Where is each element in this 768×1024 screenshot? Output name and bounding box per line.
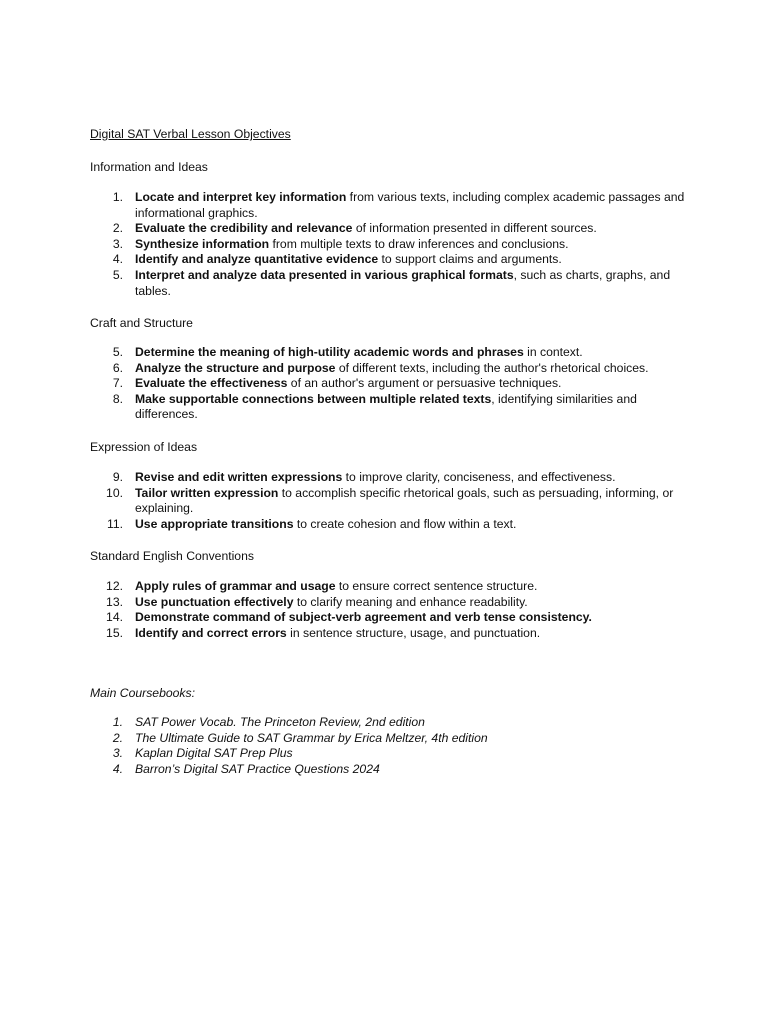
item-bold-text: Synthesize information bbox=[135, 236, 270, 251]
item-bold-text: Make supportable connections between multiple related texts bbox=[135, 391, 492, 406]
list-item bbox=[90, 610, 690, 626]
section-heading: Expression of Ideas bbox=[90, 440, 198, 454]
list-item bbox=[90, 268, 690, 299]
item-number: 12. bbox=[106, 579, 123, 593]
objective-list bbox=[90, 579, 690, 641]
item-bold-text: Interpret and analyze data presented in various graphical formats bbox=[135, 267, 514, 282]
item-text: The Ultimate Guide to SAT Grammar by Erica Meltzer, 4th edition bbox=[135, 730, 488, 745]
item-text: of different texts, including the author's rhetorical choices. bbox=[335, 360, 649, 375]
item-number: 14. bbox=[106, 610, 123, 625]
item-bold-text: Evaluate the effectiveness bbox=[135, 376, 288, 391]
item-bold-text: Apply rules of grammar and usage bbox=[135, 579, 336, 593]
item-bold-text: Demonstrate command of subject-verb agreement and verb tense consistency. bbox=[135, 610, 592, 625]
item-number: 5. bbox=[112, 345, 123, 359]
document-title: Digital SAT Verbal Lesson Objectives bbox=[90, 127, 291, 141]
item-text: to ensure correct sentence structure. bbox=[335, 579, 538, 593]
list-item bbox=[90, 392, 690, 423]
list-item bbox=[90, 190, 690, 221]
item-bold-text: Analyze the structure and purpose bbox=[135, 360, 336, 375]
item-number: 1. bbox=[112, 190, 123, 204]
item-number: 1. bbox=[112, 715, 123, 729]
item-number: 4. bbox=[112, 252, 123, 267]
list-item bbox=[90, 221, 690, 237]
item-bold-text: Identify and correct errors bbox=[135, 625, 287, 640]
item-text: to create cohesion and flow within a text. bbox=[293, 516, 517, 531]
item-bold-text: Revise and edit written expressions bbox=[135, 470, 343, 484]
item-number: 11. bbox=[106, 516, 123, 531]
item-number: 10. bbox=[106, 485, 123, 500]
item-text: to improve clarity, conciseness, and effectiveness. bbox=[342, 470, 616, 484]
item-text: of an author's argument or persuasive techniques. bbox=[287, 376, 562, 391]
item-text: from multiple texts to draw inferences and conclusions. bbox=[269, 236, 569, 251]
section-heading: Standard English Conventions bbox=[90, 549, 254, 563]
item-text: , identifying similarities and differences. bbox=[135, 391, 637, 422]
list-item bbox=[90, 361, 690, 377]
item-text: to support claims and arguments. bbox=[378, 252, 562, 267]
item-text: SAT Power Vocab. The Princeton Review, 2nd edition bbox=[135, 715, 425, 729]
item-text: from various texts, including complex academic passages and informational graphics. bbox=[135, 190, 685, 220]
list-item bbox=[90, 626, 690, 642]
item-text: in sentence structure, usage, and punctuation. bbox=[286, 625, 541, 640]
item-number: 4. bbox=[112, 761, 123, 776]
list-item bbox=[90, 731, 690, 747]
item-number: 8. bbox=[112, 391, 123, 406]
item-number: 5. bbox=[112, 267, 123, 282]
list-item bbox=[90, 237, 690, 253]
section-heading: Information and Ideas bbox=[90, 160, 208, 174]
item-text: , such as charts, graphs, and tables. bbox=[135, 267, 671, 298]
item-bold-text: Evaluate the credibility and relevance bbox=[135, 221, 353, 236]
item-number: 2. bbox=[112, 730, 123, 745]
list-item bbox=[90, 517, 690, 533]
item-text: Kaplan Digital SAT Prep Plus bbox=[135, 746, 293, 761]
section-heading: Craft and Structure bbox=[90, 316, 193, 330]
objective-list bbox=[90, 190, 690, 299]
item-bold-text: Locate and interpret key information bbox=[135, 190, 347, 204]
item-bold-text: Determine the meaning of high-utility academic words and phrases bbox=[135, 345, 524, 359]
item-number: 3. bbox=[112, 746, 123, 761]
list-item bbox=[90, 579, 690, 595]
list-item bbox=[90, 762, 690, 778]
list-item bbox=[90, 595, 690, 611]
list-item bbox=[90, 376, 690, 392]
coursebooks-heading: Main Coursebooks: bbox=[90, 686, 195, 700]
list-item bbox=[90, 486, 690, 517]
item-number: 13. bbox=[106, 594, 123, 609]
item-text: in context. bbox=[523, 345, 583, 359]
item-bold-text: Tailor written expression bbox=[135, 485, 279, 500]
list-item bbox=[90, 746, 690, 762]
item-number: 3. bbox=[112, 236, 123, 251]
item-number: 9. bbox=[112, 470, 123, 484]
list-item bbox=[90, 470, 690, 486]
coursebook-list bbox=[90, 715, 690, 777]
item-text: of information presented in different sources. bbox=[352, 221, 597, 236]
objective-list bbox=[90, 470, 690, 532]
item-bold-text: Use punctuation effectively bbox=[135, 594, 294, 609]
item-text: to clarify meaning and enhance readability. bbox=[293, 594, 528, 609]
objective-list bbox=[90, 345, 690, 423]
item-text: Barron’s Digital SAT Practice Questions 2024 bbox=[135, 761, 380, 776]
list-item bbox=[90, 715, 690, 731]
item-text: to accomplish specific rhetorical goals, such as persuading, informing, or explaining. bbox=[135, 485, 674, 516]
item-bold-text: Identify and analyze quantitative evidence bbox=[135, 252, 379, 267]
list-item bbox=[90, 252, 690, 268]
item-number: 15. bbox=[106, 625, 123, 640]
item-bold-text: Use appropriate transitions bbox=[135, 516, 294, 531]
item-number: 6. bbox=[112, 360, 123, 375]
item-number: 2. bbox=[112, 221, 123, 236]
item-number: 7. bbox=[112, 376, 123, 391]
list-item bbox=[90, 345, 690, 361]
